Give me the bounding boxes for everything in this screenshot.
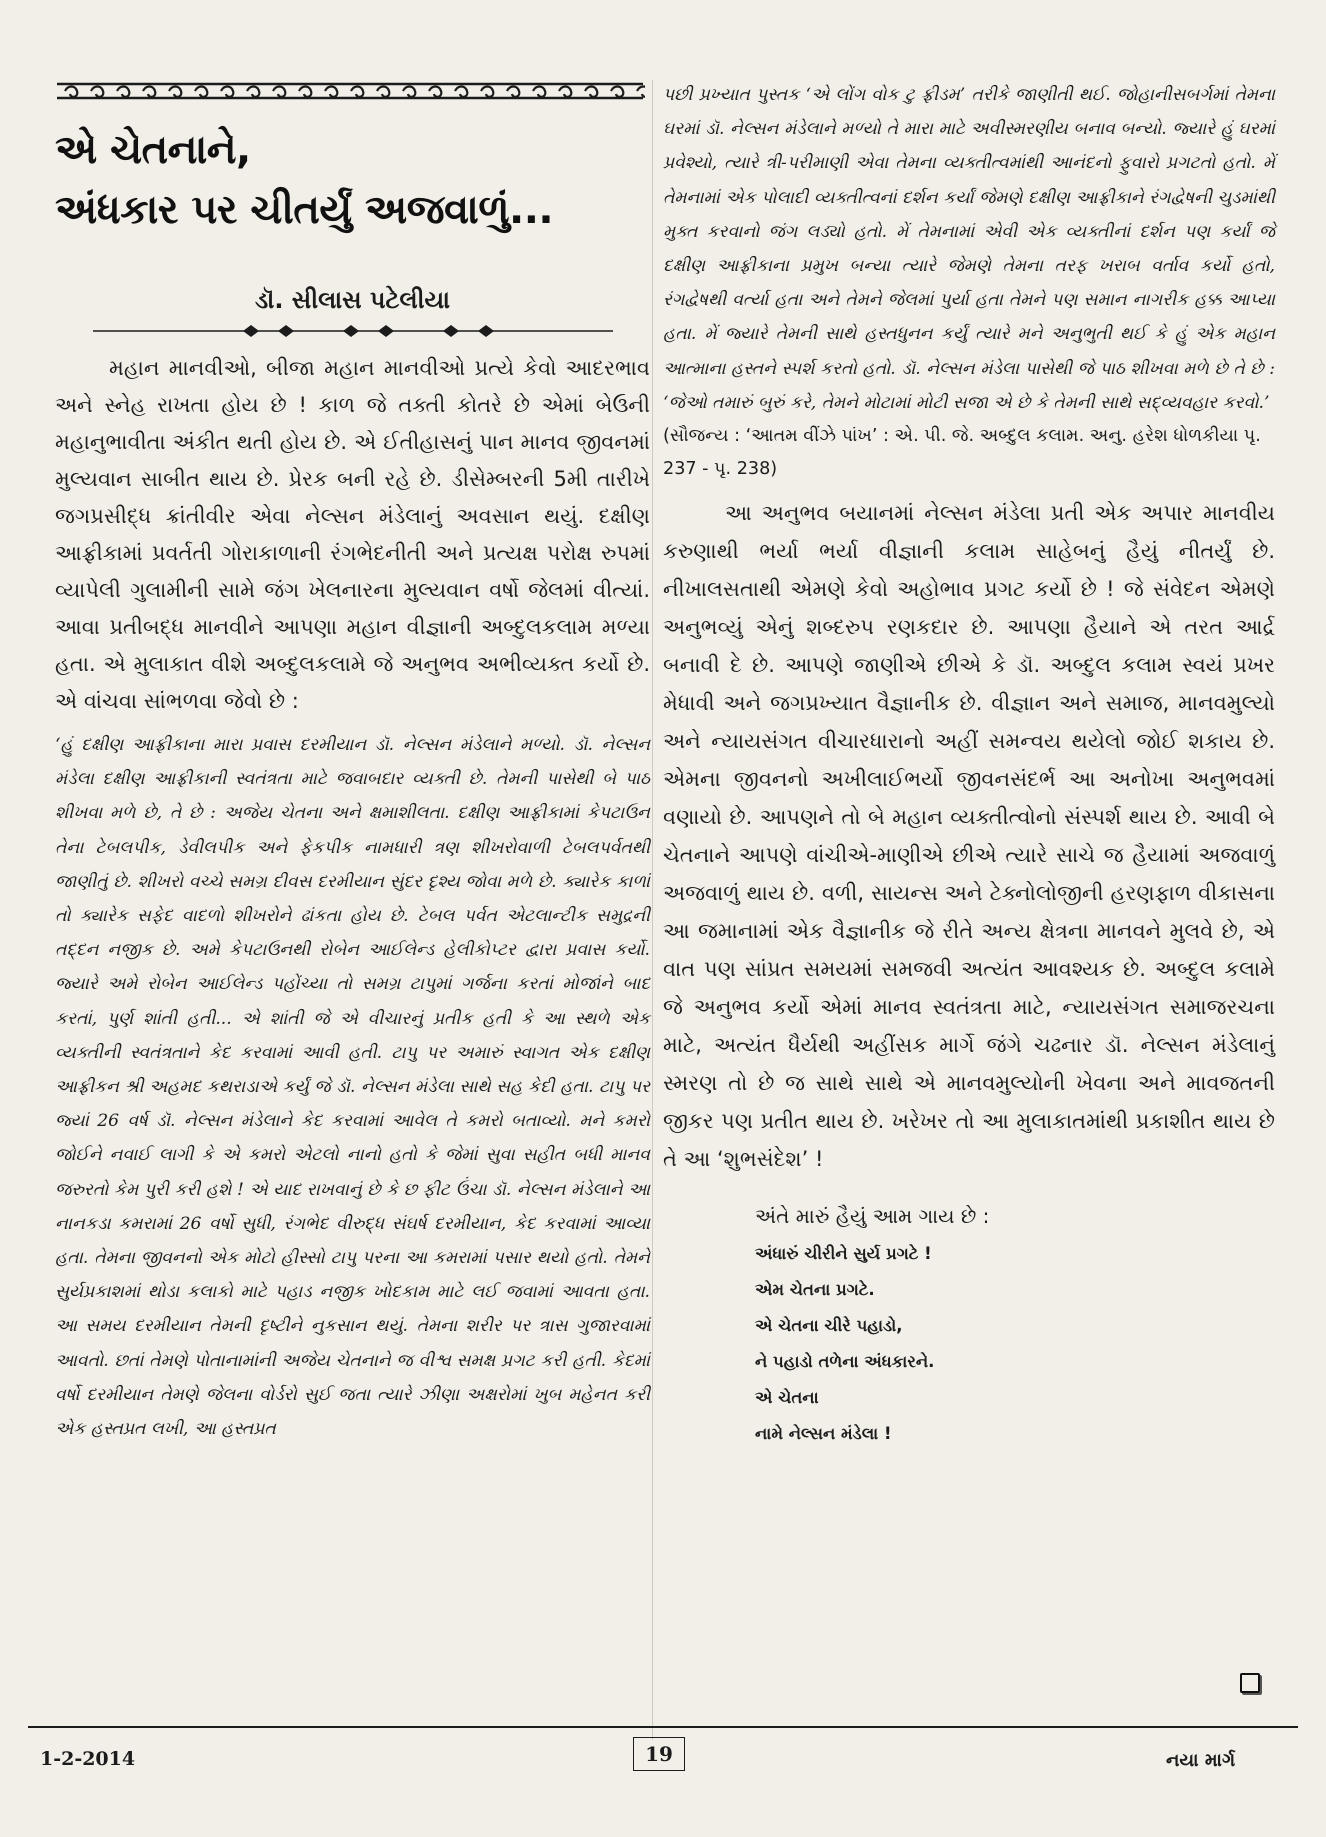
swirl-motif bbox=[507, 87, 519, 97]
swirl-motif bbox=[377, 87, 389, 97]
end-of-article-square-icon bbox=[1240, 1673, 1260, 1693]
swirl-motif bbox=[91, 87, 103, 97]
swirl-motif bbox=[273, 87, 285, 97]
swirl-motif bbox=[403, 87, 415, 97]
title-line-1: એ ચેતનાને, bbox=[55, 127, 251, 173]
poem-line: એમ ચેતના પ્રગટે. bbox=[755, 1280, 875, 1300]
article-title bbox=[55, 120, 650, 240]
poem-line: એ ચેતના ચીરે પહાડો, bbox=[755, 1316, 903, 1336]
intro-paragraph: મહાન માનવીઓ, બીજા મહાન માનવીઓ પ્રત્યે કેવો આદરભાવ અને સ્નેહ રાખતા હોય છે ! કાળ જે તક્તી કોતરે છે એમાં બેઉની મહાનુભાવીતા અંકીત થતી હોય છે. એ ઈતીહાસનું પાન માનવ જીવનમાં મુલ્યવાન સાબીત થાય છે. પ્રેરક બની રહે છે. ડીસેમ્બરની 5મી તારીખે જગપ્રસીદ્ધ ક્રાંતીવીર એવા નેલ્સન મંડેલાનું અવસાન થયું. દક્ષીણ આફ્રીકામાં પ્રવર્તતી ગોરાકાળાની રંગભેદનીતી અને પ્રત્યક્ષ પરોક્ષ રુપમાં વ્યાપેલી ગુલામીની સામે જંગ ખેલનારના મુલ્યવાન વર્ષો જેલમાં વીત્યાં. આવા પ્રતીબદ્ધ માનવીને આપણા મહાન વીજ્ઞાની અબ્દુલકલામ મળ્યા હતા. એ મુલાકાત વીશે અબ્દુલકલામે જે અનુભવ અભીવ્યક્ત કર્યો છે. એ વાંચવા સાંભળવા જેવો છે : bbox=[55, 356, 650, 713]
swirl-motif bbox=[455, 87, 467, 97]
poem-line: નામે નેલ્સન મંડેલા ! bbox=[755, 1424, 892, 1444]
swirl-motif bbox=[637, 87, 645, 97]
author-name: ડૉ. સીલાસ પટેલીયા bbox=[254, 286, 451, 314]
swirl-motif bbox=[195, 87, 207, 97]
author-ornament-divider bbox=[93, 322, 613, 340]
column-divider bbox=[652, 80, 653, 1740]
swirl-motif bbox=[611, 87, 623, 97]
kalam-quote-part-1: ‘હું દક્ષીણ આફ્રીકાના મારા પ્રવાસ દરમીયાન ડૉ. નેલ્સન મંડેલાને મળ્યો. ડૉ. નેલ્સન મંડેલા દક્ષીણ આફ્રીકાની સ્વતંત્રતા માટે જવાબદાર વ્યક્તી છે. તેમની પાસેથી બે પાઠ શીખવા મળે છે, તે છે : અજેય ચેતના અને ક્ષમાશીલતા. દક્ષીણ આફ્રીકામાં કેપટાઉન તેના ટેબલપીક, ડેવીલપીક અને ફેકપીક નામધારી ત્રણ શીખરોવાળી ટેબલપર્વતથી જાણીતું છે. શીખરો વચ્ચે સમગ્ર દીવસ દરમીયાન સુંદર દૃશ્ય જોવા મળે છે. ક્યારેક કાળાં તો ક્યારેક સફેદ વાદળો શીખરોને ઢાંકતા હોય છે. ટેબલ પર્વત એટલાન્ટીક સમુદ્રની તદ્દન નજીક છે. અમે કેપટાઉનથી રોબેન આઈલેન્ડ હેલીકોપ્ટર દ્વારા પ્રવાસ કર્યો. જ્યારે અમે રોબેન આઈલેન્ડ પહોંચ્યા તો સમગ્ર ટાપુમાં ગર્જના કરતાં મોજાંને બાદ કરતાં, પુર્ણ શાંતી હતી... એ શાંતી જે એ વીચારનું પ્રતીક હતી કે આ સ્થળે એક વ્યક્તીની સ્વતંત્રતાને કેદ કરવામાં આવી હતી. ટાપુ પર અમારું સ્વાગત એક દક્ષીણ આફ્રીકન શ્રી અહમદ કથરાડાએ કર્યું જે ડૉ. નેલ્સન મંડેલા સાથે સહ કેદી હતા. ટાપુ પર જ્યાં 26 વર્ષ ડૉ. નેલ્સન મંડેલાને કેદ કરવામાં આવેલ તે કમરો બતાવ્યો. મને કમરો જોઈને નવાઈ લાગી કે એ કમરો એટલો નાનો હતો કે જેમાં સુવા સહીત બધી માનવ જરુરતો કેમ પુરી કરી હશે ! એ યાદ રાખવાનું છે કે છ ફીટ ઉંચા ડૉ. નેલ્સન મંડેલાને આ નાનકડા કમરામાં 26 વર્ષો સુધી, રંગભેદ વીરુદ્ધ સંઘર્ષ દરમીયાન, કેદ કરવામાં આવ્યા હતા. તેમના જીવનનો એક મોટો હીસ્સો ટાપુ પરના આ કમરામાં પસાર થયો હતો. તેમને સુર્યપ્રકાશમાં થોડા કલાકો માટે પહાડ નજીક ખોદકામ માટે લઈ જવામાં આવતા હતા. આ સમય દરમીયાન તેમની દૃષ્ટીને નુકસાન થયું. તેમના શરીર પર ત્રાસ ગુજારવામાં આવતો. છતાં તેમણે પોતાનામાંની અજેય ચેતનાને જ વીશ્વ સમક્ષ પ્રગટ કરી હતી. કેદમાં વર્ષો દરમીયાન તેમણે જેલના વોર્ડરો સુઈ જતા ત્યારે ઝીણા અક્ષરોમાં ખુબ મહેનત કરી એક હસ્તપ્રત લખી, આ હસ્તપ્રત bbox=[55, 735, 650, 1440]
swirl-motif bbox=[585, 87, 597, 97]
poem bbox=[755, 1236, 1275, 1452]
page-number: 19 bbox=[633, 1737, 685, 1771]
swirl-motif bbox=[533, 87, 545, 97]
swirl-motif bbox=[143, 87, 155, 97]
swirl-motif bbox=[351, 87, 363, 97]
commentary-paragraph: આ અનુભવ બયાનમાં નેલ્સન મંડેલા પ્રતી એક અપાર માનવીય કરુણાથી ભર્યા ભર્યા વીજ્ઞાની કલામ સાહેબનું હૈયું નીતર્યું છે. નીખાલસતાથી એમણે કેવો અહોભાવ પ્રગટ કર્યો છે ! જે સંવેદન એમણે અનુભવ્યું એનું શબ્દરુપ રણકદાર છે. આપણા હૈયાને એ તરત આર્દ્ર બનાવી દે છે. આપણે જાણીએ છીએ કે ડૉ. અબ્દુલ કલામ સ્વયં પ્રખર મેધાવી અને જગપ્રખ્યાત વૈજ્ઞાનીક છે. વીજ્ઞાન અને સમાજ, માનવમુલ્યો અને ન્યાયસંગત વીચારધારાનો અહીં સમન્વય થયેલો જોઈ શકાય છે. એમના જીવનનો અખીલાઈભર્યો જીવનસંદર્ભ આ અનોખા અનુભવમાં વણાયો છે. આપણને તો બે મહાન વ્યક્તીત્વોનો સંસ્પર્શ થાય છે. આવી બે ચેતનાને આપણે વાંચીએ-માણીએ છીએ ત્યારે સાચે જ હૈયામાં અજવાળું અજવાળું થાય છે. વળી, સાયન્સ અને ટેક્નોલોજીની હરણફાળ વીકાસના આ જમાનામાં એક વૈજ્ઞાનીક જે રીતે અન્ય ક્ષેત્રના માનવને મુલવે છે, એ વાત પણ સાંપ્રત સમયમાં સમજવી અત્યંત આવશ્યક છે. અબ્દુલ કલામે જે અનુભવ કર્યો એમાં માનવ સ્વતંત્રતા માટે, ન્યાયસંગત સમાજરચના માટે, અત્યંત ધૈર્યથી અહીંસક માર્ગે જંગે ચઢનાર ડૉ. નેલ્સન મંડેલાનું સ્મરણ તો છે જ સાથે સાથે એ માનવમુલ્યોની ખેવના અને માવજતની જીકર પણ પ્રતીત થાય છે. ખરેખર તો આ મુલાકાતમાંથી પ્રકાશીત થાય છે તે આ ‘શુભસંદેશ’ ! bbox=[663, 501, 1275, 1172]
title-line-2: અંધકાર પર ચીતર્યું અજવાળું... bbox=[55, 187, 554, 233]
swirl-motif bbox=[559, 87, 571, 97]
magazine-name: નયા માર્ગ bbox=[1166, 1750, 1236, 1771]
kalam-quote-part-2: પછી પ્રખ્યાત પુસ્તક ‘એ લોંગ વોક ટુ ફ્રીડમ’ તરીકે જાણીતી થઈ. જોહાનીસબર્ગમાં તેમના ઘરમાં ડૉ. નેલ્સન મંડેલાને મળ્યો તે મારા માટે અવીસ્મરણીય બનાવ બન્યો. જ્યારે હું ઘરમાં પ્રવેશ્યો, ત્યારે ત્રી-પરીમાણી એવા તેમના વ્યક્તીત્વમાંથી આનંદનો ફુવારો પ્રગટતો હતો. મેં તેમનામાં એક પોલાદી વ્યક્તીત્વનાં દર્શન કર્યાં જેમણે દક્ષીણ આફ્રીકાને રંગદ્વેષની ચુડમાંથી મુક્ત કરવાનો જંગ લડ્યો હતો. મેં તેમનામાં એવી એક વ્યક્તીનાં દર્શન પણ કર્યાં જે દક્ષીણ આફ્રીકાના પ્રમુખ બન્યા ત્યારે જેમણે તેમના તરફ ખરાબ વર્તાવ કર્યો હતો, રંગદ્વેષથી વર્ત્યા હતા અને તેમને જેલમાં પુર્યા હતા તેમને પણ સમાન નાગરીક હક્ક આપ્યા હતા. મેં જ્યારે તેમની સાથે હસ્તધુનન કર્યું ત્યારે મને અનુભુતી થઈ કે હું એક મહાન આત્માના હસ્તને સ્પર્શ કરતો હતો. ડૉ. નેલ્સન મંડેલા પાસેથી જે પાઠ શીખવા મળે છે તે છે : ‘જેઓ તમારું બુરું કરે, તેમને મોટામાં મોટી સજા એ છે કે તેમની સાથે સદ્‌વ્યવહાર કરવો.’ bbox=[663, 85, 1275, 413]
right-column bbox=[663, 78, 1275, 1452]
issue-date: 1-2-2014 bbox=[40, 1748, 136, 1770]
swirl-motif bbox=[65, 87, 77, 97]
title-ornament-border bbox=[55, 80, 645, 102]
swirl-motif bbox=[325, 87, 337, 97]
poem-line: ને પહાડો તળેના અંધકારને. bbox=[755, 1352, 935, 1372]
swirl-motif bbox=[169, 87, 181, 97]
left-column bbox=[55, 80, 650, 1446]
swirl-motif bbox=[429, 87, 441, 97]
poem-line: અંધારું ચીરીને સુર્ય પ્રગટે ! bbox=[755, 1244, 932, 1264]
swirl-motif bbox=[117, 87, 129, 97]
source-credit: (સૌજન્ય : ‘આતમ વીંઝે પાંખ’ : એ. પી. જે. અબ્દુલ કલામ. અનુ. હરેશ ધોળકીયા પૃ. 237 - પૃ. 238) bbox=[663, 426, 1261, 480]
swirl-motif bbox=[247, 87, 259, 97]
swirl-motif bbox=[299, 87, 311, 97]
footer-rule bbox=[28, 1726, 1298, 1728]
poem-line: એ ચેતના bbox=[755, 1388, 819, 1408]
poem-intro: અંતે મારું હૈયું આમ ગાય છે : bbox=[755, 1204, 990, 1229]
swirl-motif bbox=[481, 87, 493, 97]
swirl-motif bbox=[221, 87, 233, 97]
